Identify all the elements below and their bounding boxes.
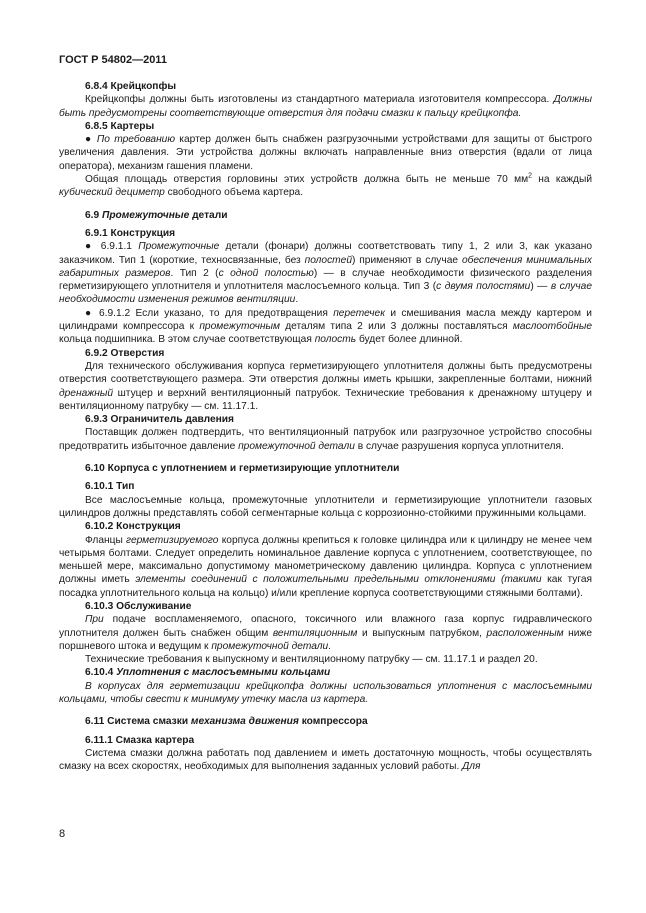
page-number: 8 (59, 828, 66, 840)
heading-6-9-3: 6.9.3 Ограничитель давления (85, 414, 234, 426)
paragraph-6-10-4: В корпусах для герметизации крейцкопфа должны использоваться уплотнения с маслосъемными кольцами, чтобы свести к минимуму утечку масла из картера. (59, 680, 592, 706)
paragraph-6-8-5-a: ● По требованию картер должен быть снабжен разгрузочными устройствами для защиты от быстрого увеличения давления. Эти устройства должны включать направленные вниз отверстия (вдали от лица оператора), механизм гашения пламени. (59, 134, 592, 172)
paragraph-6-10-1: Все маслосъемные кольца, промежуточные уплотнители и герметизирующие уплотнители газовых цилиндров должны представлять собой сегментарные кольца с коррозионно-стойкими пружинными кольцами. (59, 494, 592, 519)
heading-6-10: 6.10 Корпуса с уплотнением и герметизирующие уплотнители (85, 463, 400, 475)
paragraph-6-9-3: Поставщик должен подтвердить, что вентиляционный патрубок или разгрузочное устройство способны предотвратить избыточное давление промежуточной детали в случае разрушения корпуса уплотнителя. (59, 427, 592, 452)
paragraph-6-8-4: Крейцкопфы должны быть изготовлены из стандартного материала изготовителя компрессора. Должны быть предусмотрены соответствующие отверстия для подачи смазки к пальцу крейцкопфа. (59, 94, 592, 119)
heading-6-11-1: 6.11.1 Смазка картера (85, 734, 195, 746)
heading-6-10-3: 6.10.3 Обслуживание (85, 600, 192, 612)
paragraph-6-9-1-2: ● 6.9.1.2 Если указано, то для предотвращения перетечек и смешивания масла между картером и цилиндрами компрессора к промежуточным деталям типа 2 или 3 должны поставляться маслоотбойные кольца подшипника. В этом случае соответствующая полость будет более длинной. (59, 307, 592, 346)
paragraph-6-10-2: Фланцы герметизируемого корпуса должны крепиться к головке цилиндра или к цилиндру не менее чем четырьмя болтами. Следует определить номинальное давление корпуса с уплотнением, соответствующее, по меньшей мере, максимально допустимому манометрическому давлению цилиндра. Корпуса с уплотнением должны иметь элементы соединений с положительными предельными отклонениями (такими как тугая посадка уплотнительного кольца на кольцо) и/или крепление корпуса соответствующими стяжными болтами). (59, 534, 593, 599)
heading-6-9-1: 6.9.1 Конструкция (85, 227, 176, 239)
heading-6-8-5: 6.8.5 Картеры (85, 120, 155, 132)
document-body (59, 80, 592, 774)
paragraph-6-10-3-b: Технические требования к выпускному и вентиляционному патрубку — см. 11.17.1 и раздел 20. (85, 654, 538, 666)
heading-6-10-1: 6.10.1 Тип (85, 481, 135, 493)
heading-6-10-2: 6.10.2 Конструкция (85, 521, 181, 533)
heading-6-10-4: 6.10.4 Уплотнения с маслосъемными кольцами (85, 667, 331, 679)
document-code: ГОСТ Р 54802—2011 (59, 54, 167, 66)
paragraph-6-9-2: Для технического обслуживания корпуса герметизирующего уплотнителя должны быть предусмотрены отверстия соответствующего размера. Эти отверстия должны иметь крышки, закрепленные болтами, нижний дренажный штуцер и верхний вентиляционный патрубок. Технические требования к дренажному штуцеру и вентиляционному патрубку — см. 11.17.1. (59, 360, 592, 412)
paragraph-6-11-1: Система смазки должна работать под давлением и иметь достаточную мощность, чтобы осуществлять смазку на всех скоростях, необходимых для выполнения заданных условий работы. Для (59, 747, 592, 773)
paragraph-6-9-1-1: ● 6.9.1.1 Промежуточные детали (фонари) должны соответствовать типу 1, 2 или 3, как указано заказчиком. Тип 1 (короткие, техносвязанные, без полостей) применяют в случае обеспечения минимальных габаритных размеров. Тип 2 (с одной полостью) — в случае необходимости физического разделения герметизирующего уплотнителя и уплотнителя маслосъемного кольца. Тип 3 (с двумя полостями) — в случае необходимости изменения режимов вентиляции. (59, 241, 593, 306)
heading-6-11: 6.11 Система смазки механизма движения компрессора (85, 716, 368, 728)
paragraph-6-8-5-b: Общая площадь отверстия горловины этих устройств должна быть не меньше 70 $мм^2$ на каждый кубический дециметр свободного объема картера. (59, 172, 593, 199)
heading-6-9-2: 6.9.2 Отверстия (85, 347, 165, 359)
paragraph-6-10-3-a: При подаче воспламеняемого, опасного, токсичного или влажного газа корпус гидравлического уплотнителя должен быть снабжен общим вентиляционным и выпускным патрубком, расположенным ниже поршневого штока и ведущим к промежуточной детали. (59, 614, 592, 652)
heading-6-8-4: 6.8.4 Крейцкопфы (85, 81, 177, 92)
heading-6-9: 6.9 Промежуточные детали (85, 209, 228, 221)
